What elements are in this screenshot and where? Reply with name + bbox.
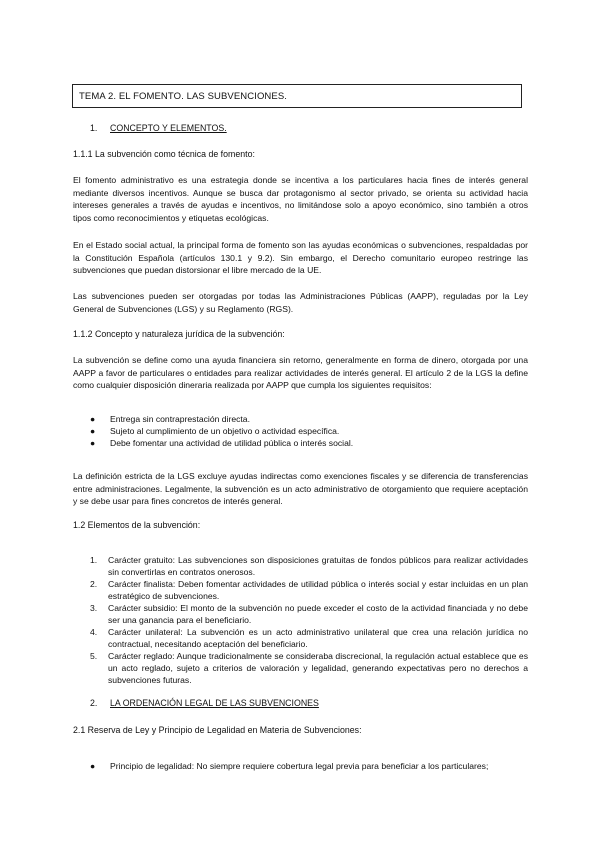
list-item xyxy=(90,578,530,602)
list-item-text: Sujeto al cumplimiento de un objetivo o actividad específica. xyxy=(110,426,340,436)
list-item xyxy=(90,650,530,687)
list-number: 1. xyxy=(90,555,98,565)
list-number: 4. xyxy=(90,627,98,637)
list-item-text: Principio de legalidad: No siempre requiere cobertura legal previa para beneficiar a los particulares; xyxy=(110,761,489,771)
list-number: 5. xyxy=(90,651,98,661)
title-box xyxy=(72,84,522,108)
list-item xyxy=(90,554,530,578)
section-heading-1 xyxy=(90,123,227,133)
list-item-text: Debe fomentar una actividad de utilidad pública o interés social. xyxy=(110,438,354,448)
paragraph-fomento: El fomento administrativo es una estrategia donde se incentiva a los particulares hacia fines de interés general mediante diversos incentivos. Aunque se busca dar protagonismo al sector privado, se orienta su actividad hacia intereses generales a través de ayudas e incentivos, no limitándose solo a apoyo económico, sino también a otros tipos como reconocimientos y etiquetas ecológicas. xyxy=(73,175,528,223)
section-label: LA ORDENACIÓN LEGAL DE LAS SUBVENCIONES xyxy=(110,698,319,708)
list-item-text: Carácter finalista: Deben fomentar actividades de utilidad pública o interés social y estar incluidas en un plan estratégico de subvenciones. xyxy=(108,579,528,602)
subheading-1-1-2: 1.1.2 Concepto y naturaleza jurídica de la subvención: xyxy=(73,329,285,339)
section-number: 2. xyxy=(90,698,98,708)
section-heading-2 xyxy=(90,698,319,708)
subheading-2-1: 2.1 Reserva de Ley y Principio de Legalidad en Materia de Subvenciones: xyxy=(73,725,362,735)
subheading-1-1-1: 1.1.1 La subvención como técnica de fomento: xyxy=(73,149,255,159)
paragraph-definicion: La subvención se define como una ayuda financiera sin retorno, generalmente en forma de dinero, otorgada por una AAPP a favor de particulares o entidades para realizar actividades de interés general. El artículo 2 de la LGS la define como cualquier disposición dineraria realizada por AAPP que cumpla los siguientes requisitos: xyxy=(73,355,528,390)
list-item xyxy=(90,626,530,650)
section-label: CONCEPTO Y ELEMENTOS. xyxy=(110,123,227,133)
list-number: 2. xyxy=(90,579,98,589)
list-item xyxy=(90,602,530,626)
bullet-icon: ● xyxy=(90,414,96,424)
list-item-text: Carácter unilateral: La subvención es un acto administrativo unilateral que crea una relación jurídica no contractual, necesitando aceptación del beneficiario. xyxy=(108,627,528,650)
list-item-text: Carácter subsidio: El monto de la subvención no puede exceder el costo de la actividad financiada y no debe ser una ganancia para el beneficiario. xyxy=(108,603,528,626)
list-item-text: Entrega sin contraprestación directa. xyxy=(110,414,250,424)
paragraph-aapp: Las subvenciones pueden ser otorgadas por todas las Administraciones Públicas (AAPP), reguladas por la Ley General de Subvenciones (LGS) y su Reglamento (RGS). xyxy=(73,291,528,314)
bullet-icon: ● xyxy=(90,438,96,448)
bullet-icon: ● xyxy=(90,426,96,436)
paragraph-definicion-estricta: La definición estricta de la LGS excluye ayudas indirectas como exenciones fiscales y se diferencia de transferencias entre administraciones. Legalmente, la subvención es un acto administrativo de otorgamiento que requiere aceptación y se debe usar para fines concretos de interés general. xyxy=(73,471,528,506)
bullet-icon: ● xyxy=(90,761,96,771)
document-title: TEMA 2. EL FOMENTO. LAS SUBVENCIONES. xyxy=(79,91,288,102)
subheading-1-2: 1.2 Elementos de la subvención: xyxy=(73,520,201,530)
list-item-text: Carácter gratuito: Las subvenciones son disposiciones gratuitas de fondos públicos para realizar actividades sin convertirlas en contratos onerosos. xyxy=(108,555,528,578)
paragraph-estado-social: En el Estado social actual, la principal forma de fomento son las ayudas económicas o subvenciones, respaldadas por la Constitución Española (artículos 130.1 y 9.2). Sin embargo, el Derecho comunitario europeo restringe las subvenciones que puedan distorsionar el libre mercado de la UE. xyxy=(73,240,528,275)
list-number: 3. xyxy=(90,603,98,613)
section-number: 1. xyxy=(90,123,98,133)
list-item-text: Carácter reglado: Aunque tradicionalmente se consideraba discrecional, la regulación actual establece que es un acto reglado, sujeto a criterios de valoración y legalidad, generando expectativas pero no derechos a subvenciones futuras. xyxy=(108,651,528,686)
